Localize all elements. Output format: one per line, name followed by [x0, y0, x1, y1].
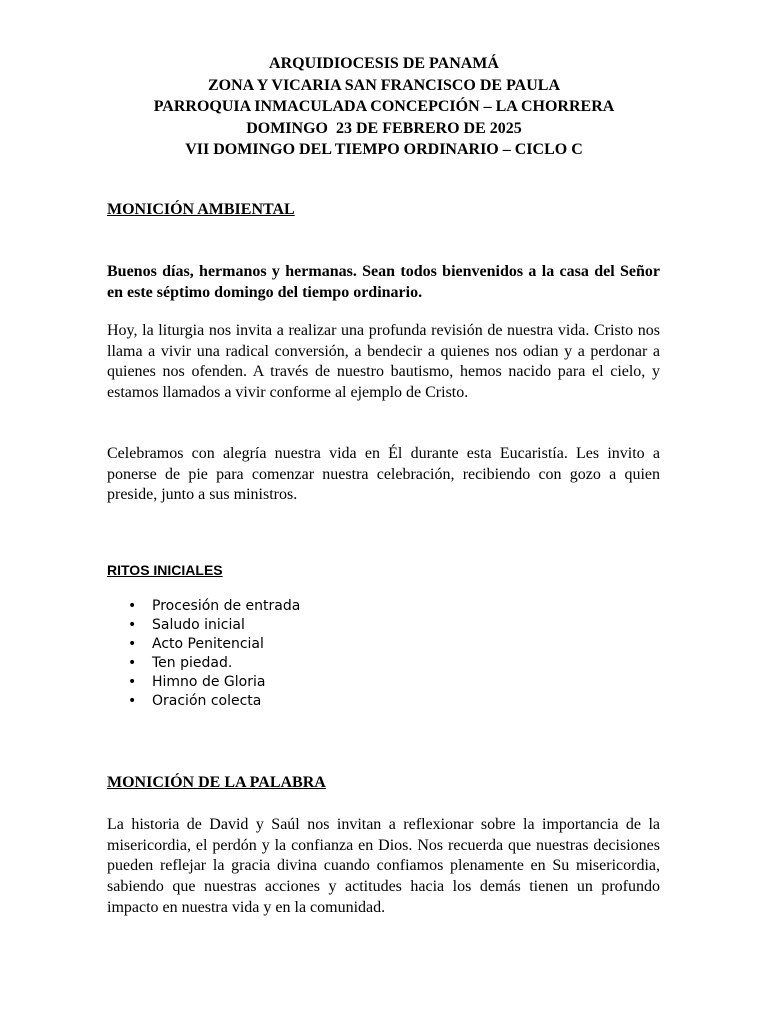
welcome-paragraph: Buenos días, hermanos y hermanas. Sean todos bienvenidos a la casa del Señor en este séptimo domingo del tiempo ordinario. [107, 263, 660, 301]
list-item [107, 616, 300, 635]
document-header [0, 53, 768, 161]
list-item-label: Himno de Gloria [152, 674, 266, 690]
list-item [107, 673, 300, 692]
list-item-label: Ten piedad. [152, 655, 233, 671]
bullet-icon: • [128, 655, 137, 671]
list-item-label: Saludo inicial [152, 617, 245, 633]
palabra-paragraph: La historia de David y Saúl nos invitan a reflexionar sobre la importancia de la misericordia, el perdón y la confianza en Dios. Nos recuerda que nuestras decisiones pueden reflejar la gracia divina cuando confiamos plenamente en Su misericordia, sabiendo que nuestras acciones y actitudes hacia los demás tienen un profundo impacto en nuestra vida y en la comunidad. [107, 816, 660, 916]
section-title-monicion-palabra: MONICIÓN DE LA PALABRA [107, 774, 326, 791]
bullet-icon: • [128, 674, 137, 690]
header-liturgical-day: VII DOMINGO DEL TIEMPO ORDINARIO – CICLO C [185, 141, 583, 158]
ritos-list [107, 597, 300, 711]
list-item [107, 597, 300, 616]
monicion-paragraph-1: Hoy, la liturgia nos invita a realizar una profunda revisión de nuestra vida. Cristo nos llama a vivir una radical conversión, a bendecir a quienes nos odian y a perdonar a quienes nos ofenden. A través de nuestro bautismo, hemos nacido para el cielo, y estamos llamados a vivir conforme al ejemplo de Cristo. [107, 322, 660, 402]
bullet-icon: • [128, 598, 137, 614]
list-item [107, 692, 300, 711]
header-zone: ZONA Y VICARIA SAN FRANCISCO DE PAULA [207, 76, 561, 94]
list-item [107, 654, 300, 673]
bullet-icon: • [128, 636, 137, 652]
list-item [107, 635, 300, 654]
bullet-icon: • [128, 693, 137, 709]
list-item-label: Procesión de entrada [152, 598, 301, 614]
bullet-icon: • [128, 617, 137, 633]
section-title-ritos-iniciales: RITOS INICIALES [107, 562, 223, 578]
monicion-paragraph-2: Celebramos con alegría nuestra vida en Él durante esta Eucaristía. Les invito a ponerse de pie para comenzar nuestra celebración, recibiendo con gozo a quien preside, junto a sus ministros. [107, 445, 660, 504]
section-title-monicion-ambiental: MONICIÓN AMBIENTAL [107, 201, 295, 218]
header-parish: PARROQUIA INMACULADA CONCEPCIÓN – LA CHORRERA [153, 98, 615, 115]
header-date: DOMINGO 23 DE FEBRERO DE 2025 [246, 119, 522, 137]
header-archdiocese: ARQUIDIOCESIS DE PANAMÁ [269, 55, 499, 72]
list-item-label: Acto Penitencial [152, 636, 264, 652]
list-item-label: Oración colecta [152, 693, 262, 709]
